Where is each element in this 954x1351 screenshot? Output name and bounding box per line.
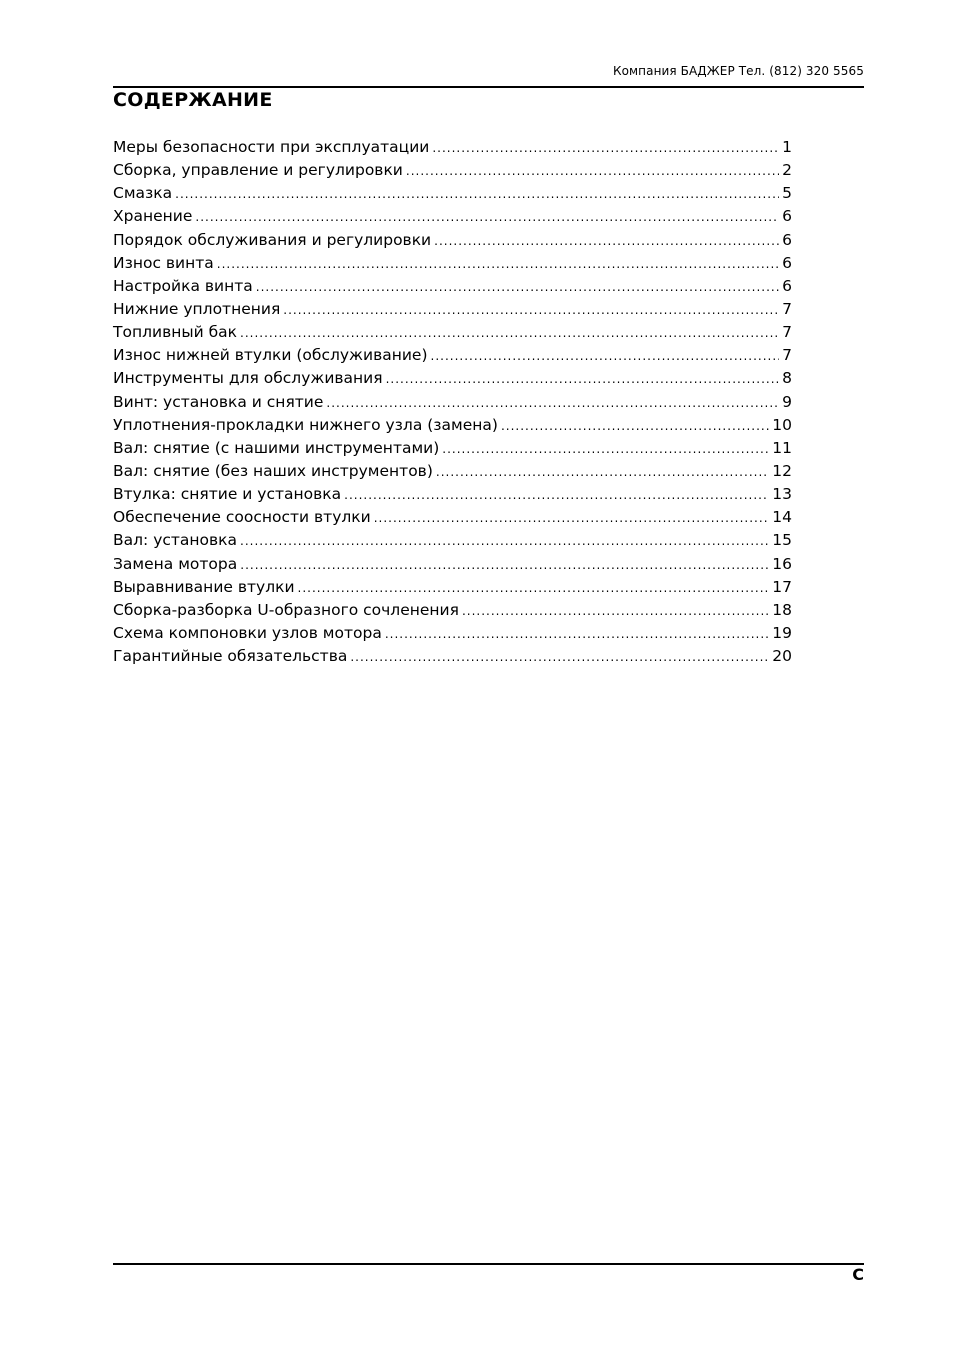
toc-dot-leader xyxy=(240,322,779,345)
toc-entry-page: 6 xyxy=(782,253,792,272)
toc-entry[interactable] xyxy=(113,529,792,552)
toc-entry-title: Вал: снятие (без наших инструментов) xyxy=(113,461,433,480)
toc-entry-title: Меры безопасности при эксплуатации xyxy=(113,138,430,156)
toc-entry[interactable] xyxy=(113,252,792,275)
toc-dot-leader xyxy=(385,623,769,646)
toc-dot-leader xyxy=(431,345,780,368)
toc-entry-page: 15 xyxy=(772,531,792,550)
toc-entry-page: 5 xyxy=(782,184,792,203)
toc-entry-page: 19 xyxy=(772,623,792,642)
toc-entry-title: Инструменты для обслуживания xyxy=(113,369,383,388)
toc-entry-title: Замена мотора xyxy=(113,554,238,573)
toc-entry-title: Уплотнения-прокладки нижнего узла (замена) xyxy=(113,415,498,434)
toc-entry[interactable] xyxy=(113,182,792,205)
toc-dot-leader xyxy=(344,484,769,507)
toc-entry-title: Смазка xyxy=(113,184,173,203)
toc-entry[interactable] xyxy=(113,460,792,483)
footer-rule xyxy=(113,1263,864,1265)
toc-entry[interactable] xyxy=(113,483,792,506)
toc-dot-leader xyxy=(283,299,779,322)
toc-entry-title: Схема компоновки узлов мотора xyxy=(113,623,382,642)
toc-entry-title: Сборка, управление и регулировки xyxy=(113,161,403,180)
toc-entry-page: 16 xyxy=(772,554,792,573)
toc-dot-leader xyxy=(240,530,769,553)
toc-entry[interactable] xyxy=(113,344,792,367)
toc-entry-title: Вал: установка xyxy=(113,531,238,550)
toc-entry-title: Топливный бак xyxy=(113,323,237,342)
toc-dot-leader xyxy=(256,276,779,299)
toc-entry[interactable] xyxy=(113,367,792,390)
toc-dot-leader xyxy=(240,554,769,577)
toc-dot-leader xyxy=(434,230,779,253)
toc-entry-page: 14 xyxy=(772,508,792,527)
toc-entry[interactable] xyxy=(113,576,792,599)
toc-entry-page: 6 xyxy=(782,230,792,249)
toc-entry-page: 11 xyxy=(772,438,792,457)
toc-entry-page: 8 xyxy=(782,369,792,388)
toc-entry-page: 13 xyxy=(772,485,792,504)
toc-dot-leader xyxy=(374,507,770,530)
toc-entry-page: 9 xyxy=(782,392,792,411)
toc-entry[interactable] xyxy=(113,159,792,182)
toc-dot-leader xyxy=(442,438,769,461)
toc-entry-title: Износ винта xyxy=(113,253,214,272)
toc-entry-title: Сборка-разборка U-образного сочленения xyxy=(113,600,459,619)
toc-entry-title: Нижние уплотнения xyxy=(113,299,281,318)
toc-entry-title: Втулка: снятие и установка xyxy=(113,485,342,504)
toc-dot-leader xyxy=(436,461,769,484)
table-of-contents xyxy=(113,136,792,668)
toc-entry[interactable] xyxy=(113,622,792,645)
toc-entry-page: 7 xyxy=(782,323,792,342)
toc-entry-title: Порядок обслуживания и регулировки xyxy=(113,230,432,249)
toc-entry-title: Гарантийные обязательства xyxy=(113,647,348,666)
toc-entry-title: Винт: установка и снятие xyxy=(113,392,324,411)
toc-entry[interactable] xyxy=(113,599,792,622)
toc-entry[interactable] xyxy=(113,437,792,460)
toc-entry-page: 17 xyxy=(772,577,792,596)
toc-dot-leader xyxy=(432,137,779,160)
toc-entry[interactable] xyxy=(113,321,792,344)
toc-entry[interactable] xyxy=(113,506,792,529)
toc-entry[interactable] xyxy=(113,553,792,576)
toc-entry[interactable] xyxy=(113,136,792,159)
toc-dot-leader xyxy=(462,600,769,623)
toc-entry[interactable] xyxy=(113,205,792,228)
toc-entry[interactable] xyxy=(113,414,792,437)
toc-entry-page: 1 xyxy=(782,138,792,156)
footer-page-label: C xyxy=(852,1265,864,1284)
toc-dot-leader xyxy=(326,392,779,415)
toc-dot-leader xyxy=(217,253,779,276)
toc-entry-title: Хранение xyxy=(113,207,193,226)
page-header xyxy=(113,62,864,88)
toc-entry[interactable] xyxy=(113,229,792,252)
toc-dot-leader xyxy=(386,368,780,391)
toc-dot-leader xyxy=(175,183,779,206)
toc-entry-title: Выравнивание втулки xyxy=(113,577,295,596)
toc-entry[interactable] xyxy=(113,391,792,414)
toc-dot-leader xyxy=(501,415,769,438)
toc-entry-page: 18 xyxy=(772,600,792,619)
toc-entry-page: 10 xyxy=(772,415,792,434)
toc-entry-title: Износ нижней втулки (обслуживание) xyxy=(113,346,428,365)
toc-entry[interactable] xyxy=(113,275,792,298)
toc-entry[interactable] xyxy=(113,645,792,668)
toc-dot-leader xyxy=(406,160,779,183)
header-company-info: Компания БАДЖЕР Тел. (812) 320 5565 xyxy=(612,64,864,78)
page-title: СОДЕРЖАНИЕ xyxy=(113,89,273,111)
toc-entry-page: 6 xyxy=(782,207,792,226)
toc-entry-page: 20 xyxy=(772,647,792,666)
toc-entry-page: 6 xyxy=(782,276,792,295)
toc-dot-leader xyxy=(350,646,769,669)
toc-entry[interactable] xyxy=(113,298,792,321)
toc-entry-page: 7 xyxy=(782,299,792,318)
toc-entry-title: Настройка винта xyxy=(113,276,253,295)
toc-dot-leader xyxy=(298,577,770,600)
toc-entry-title: Обеспечение соосности втулки xyxy=(113,508,371,527)
toc-dot-leader xyxy=(195,206,779,229)
toc-entry-page: 12 xyxy=(772,461,792,480)
toc-entry-page: 2 xyxy=(782,161,792,180)
toc-entry-page: 7 xyxy=(782,346,792,365)
toc-entry-title: Вал: снятие (с нашими инструментами) xyxy=(113,438,440,457)
